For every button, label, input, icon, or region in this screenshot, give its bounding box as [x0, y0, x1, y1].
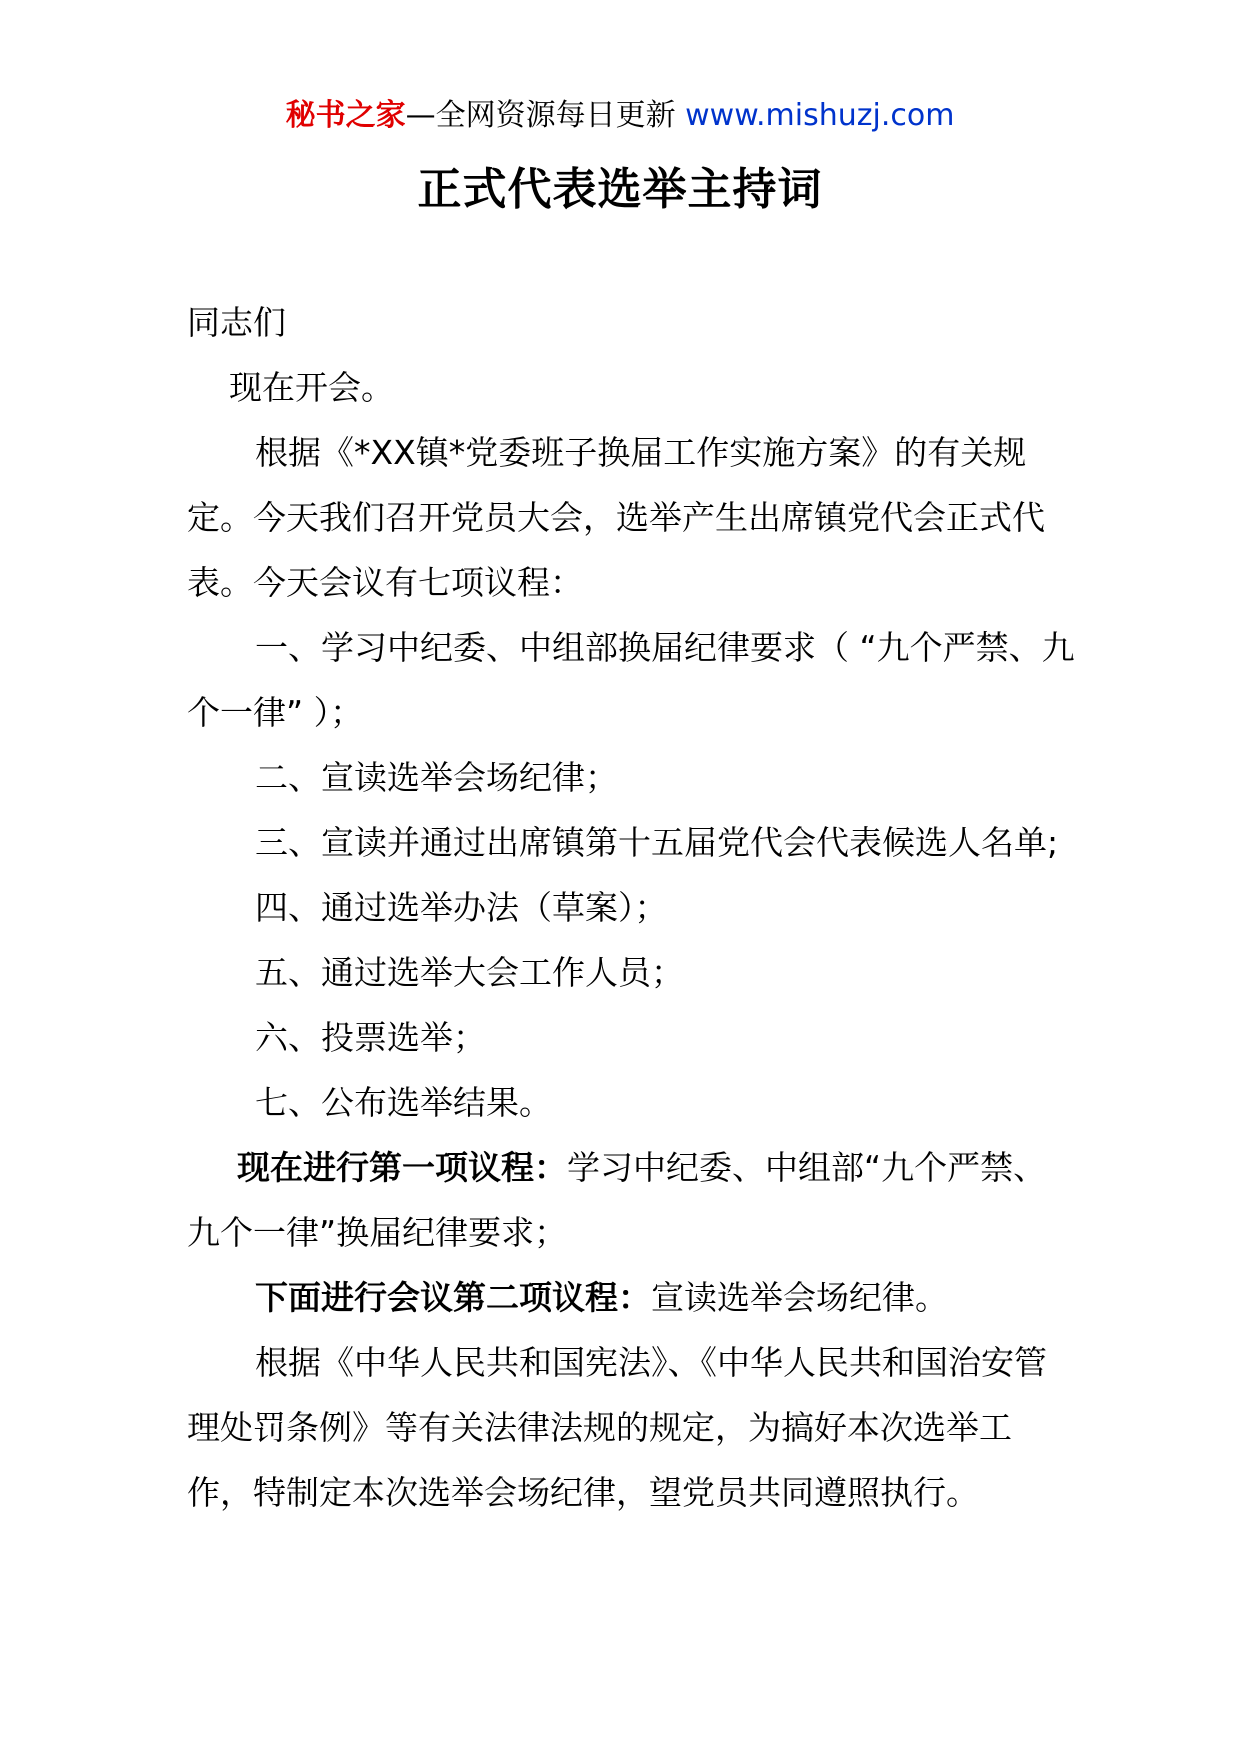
first-item-paragraph — [187, 1135, 1077, 1265]
agenda-item: 四、通过选举办法（草案）； — [255, 888, 668, 927]
first-item-lead: 现在进行第一项议程： — [237, 1148, 567, 1187]
brand-name: 秘书之家 — [285, 98, 406, 133]
second-item-text: 宣读选举会场纪律。 — [651, 1278, 948, 1317]
agenda-item: 三、宣读并通过出席镇第十五届党代会代表候选人名单; — [255, 823, 1059, 862]
agenda-item: 七、公布选举结果。 — [255, 1083, 552, 1122]
discipline-paragraph: 根据《中华人民共和国宪法》、《中华人民共和国治安管理处罚条例》等有关法律法规的规定，为搞好本次选举工作，特制定本次选举会场纪律，望党员共同遵照执行。 — [187, 1343, 1047, 1512]
document-body — [187, 290, 1077, 1525]
agenda-item: 二、宣读选举会场纪律； — [255, 758, 618, 797]
opening-line: 现在开会。 — [229, 368, 394, 407]
agenda-item: 一、学习中纪委、中组部换届纪律要求（ “九个严禁、九个一律” ）； — [187, 628, 1075, 732]
intro-paragraph: 根据《*XX镇*党委班子换届工作实施方案》的有关规定。今天我们召开党员大会，选举产生出席镇党代会正式代表。今天会议有七项议程： — [187, 433, 1045, 602]
document-title: 正式代表选举主持词 — [417, 164, 823, 215]
document-header — [0, 96, 1240, 136]
salutation: 同志们 — [187, 303, 286, 342]
agenda-item: 五、通过选举大会工作人员； — [255, 953, 684, 992]
first-item-text: 学习中纪委、中组部“九个严禁、九个一律”换届纪律要求； — [187, 1148, 1047, 1252]
second-item-paragraph — [187, 1265, 1077, 1330]
header-tagline: —全网资源每日更新 — [405, 98, 676, 133]
site-link[interactable]: www.mishuzj.com — [685, 98, 955, 133]
second-item-lead: 下面进行会议第二项议程： — [255, 1278, 651, 1317]
agenda-item: 六、投票选举； — [255, 1018, 486, 1057]
